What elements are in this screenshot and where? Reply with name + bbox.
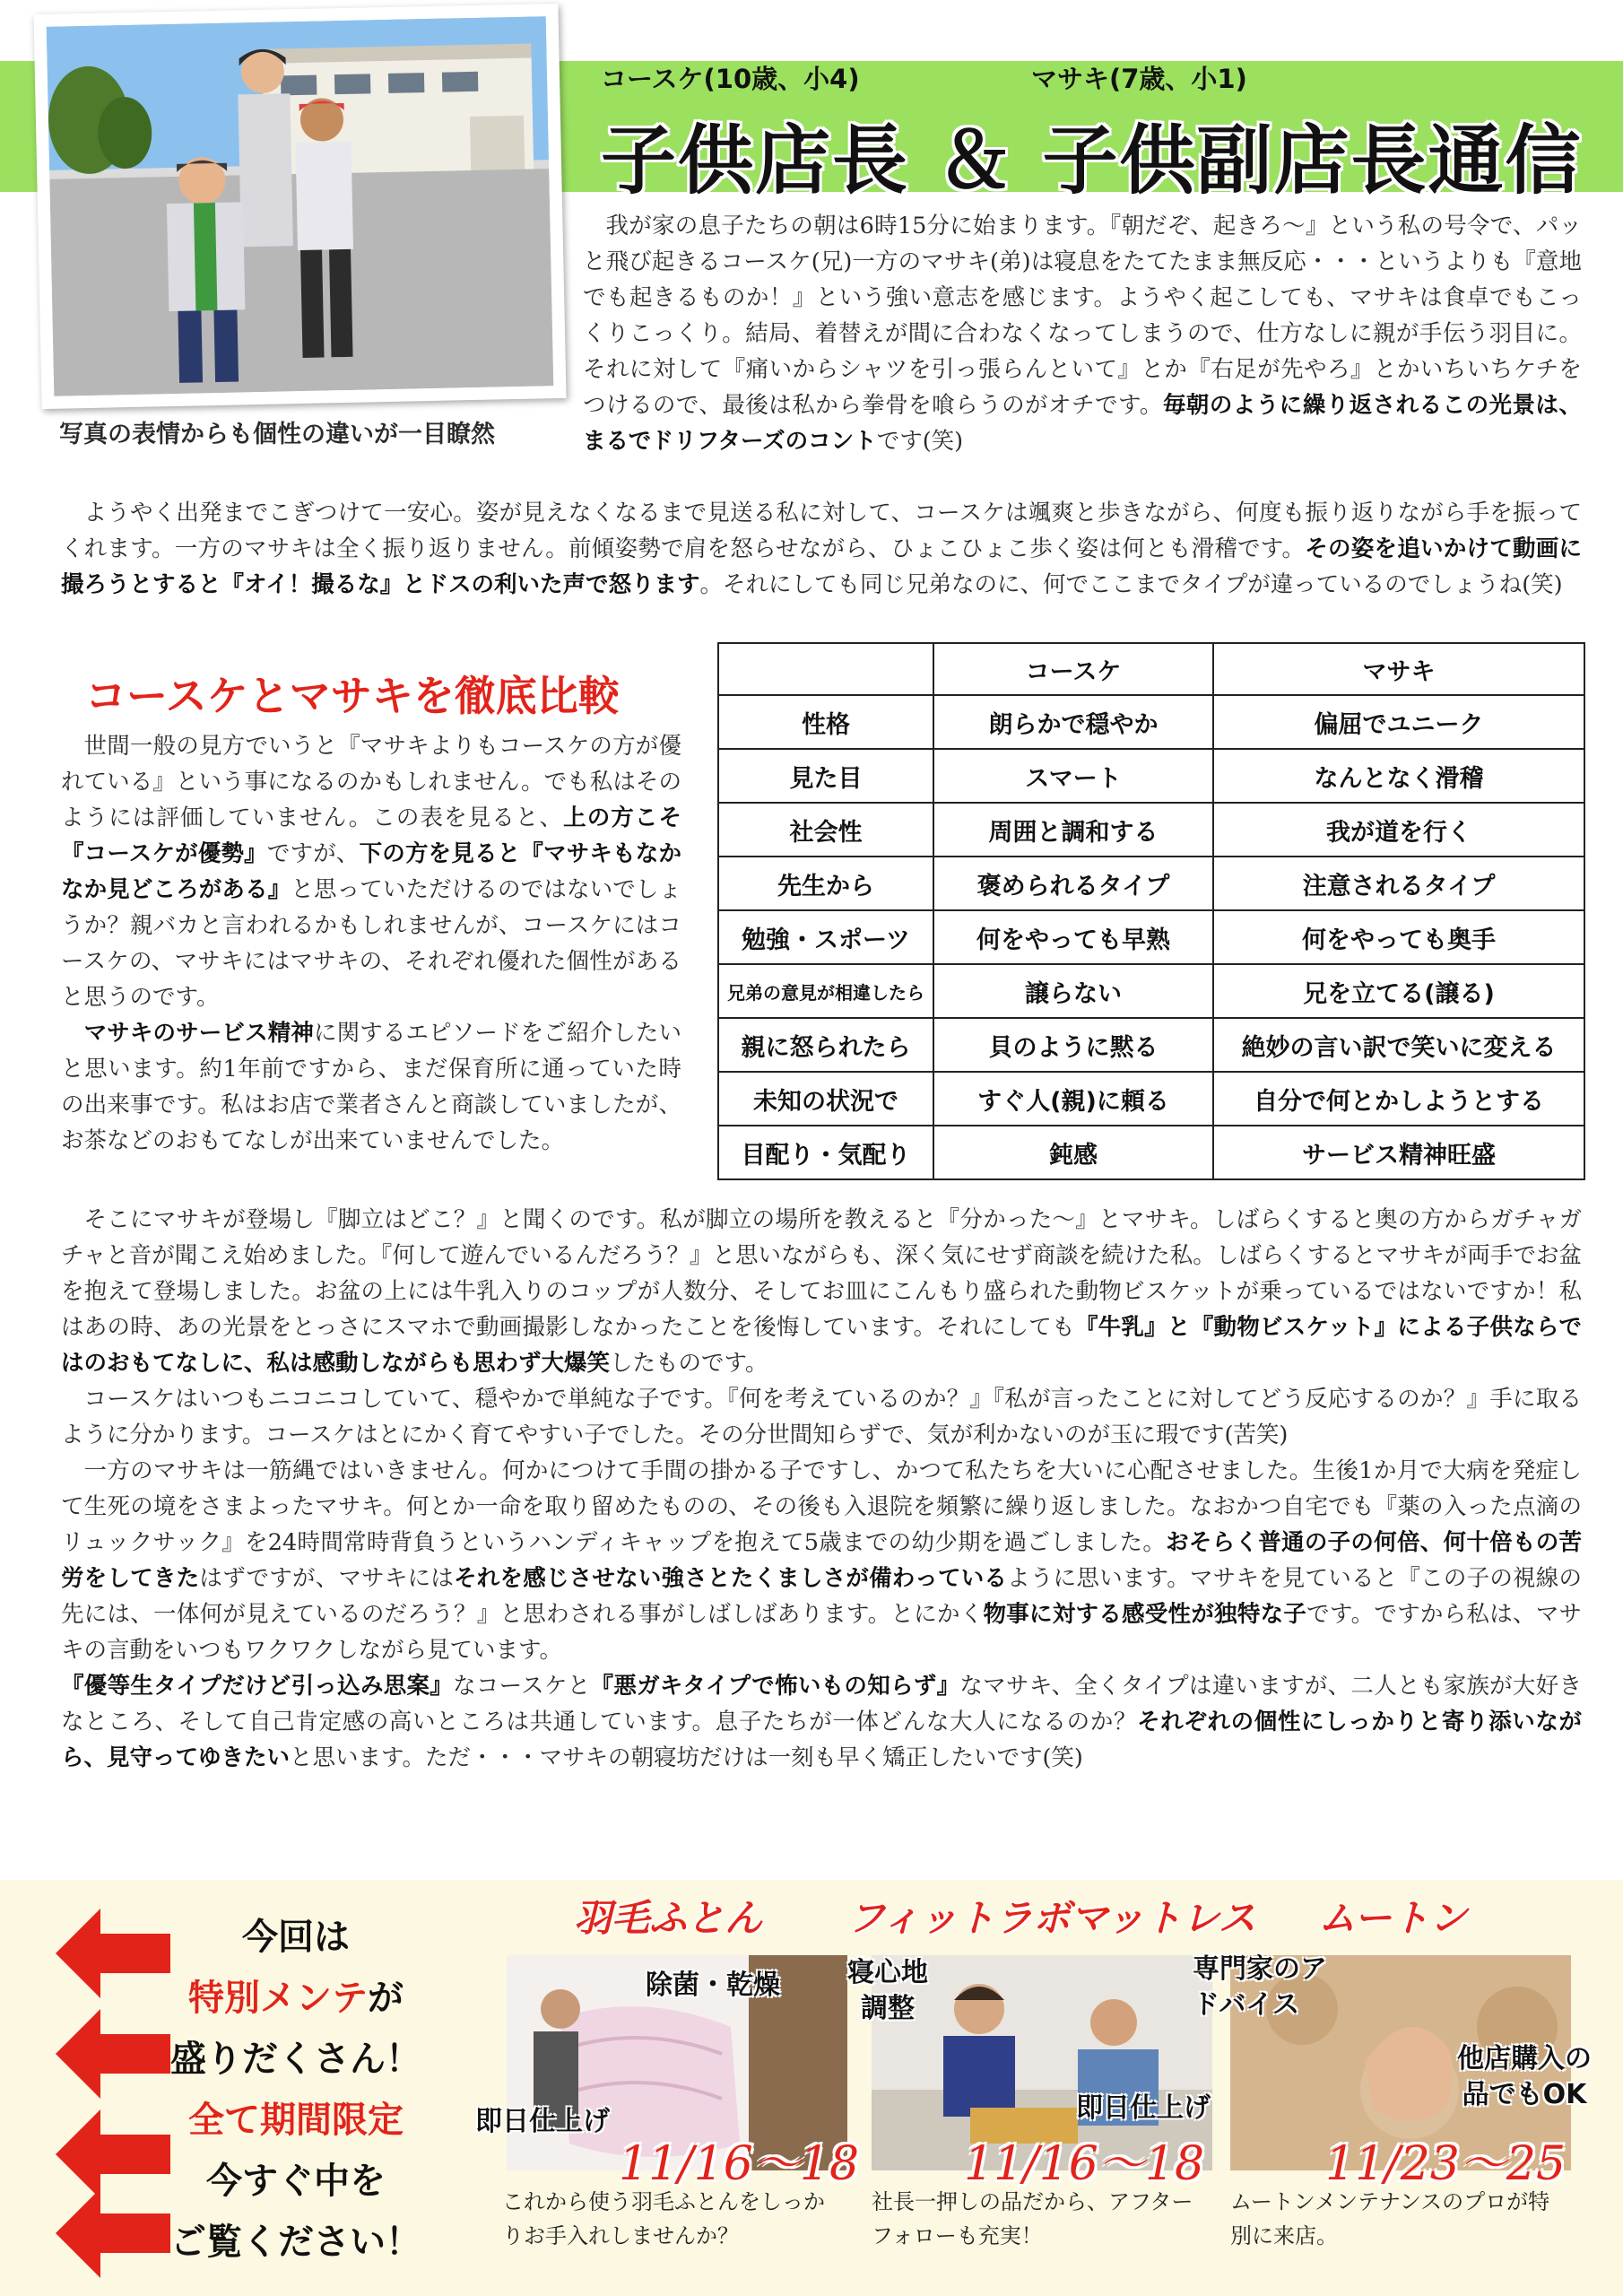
desc-mouton: ムートンメンテナンスのプロが特別に来店。 xyxy=(1230,2189,1550,2248)
row-label: 社会性 xyxy=(718,803,933,857)
masaki-cell: 何をやっても奥手 xyxy=(1213,910,1584,964)
masaki-cell: 絶妙の言い訳で笑いに変える xyxy=(1213,1018,1584,1072)
masaki-cell: 自分で何とかしようとする xyxy=(1213,1072,1584,1126)
text-run: なコースケと xyxy=(453,1673,591,1700)
masaki-cell: なんとなく滑稽 xyxy=(1213,749,1584,803)
text-run: ですが、 xyxy=(266,840,360,867)
story-section xyxy=(61,1202,1582,1776)
kosuke-cell: 譲らない xyxy=(933,964,1213,1018)
table-row xyxy=(718,1072,1584,1126)
row-label: 先生から xyxy=(718,857,933,910)
row-label: 見た目 xyxy=(718,749,933,803)
text-run: と思います。ただ・・・マサキの朝寝坊だけは一刻も早く矯正したいです(笑) xyxy=(290,1744,1083,1771)
bold-run: 上の方こそ『コースケが優勢』 xyxy=(61,804,681,867)
text-run: したものです。 xyxy=(610,1350,768,1377)
kosuke-cell: 貝のように黙る xyxy=(933,1018,1213,1072)
promo-message xyxy=(143,1907,448,2273)
promo-line xyxy=(143,1968,448,2029)
text-run: 一方のマサキは一筋縄ではいきません。何かにつけて手間の掛かる子ですし、かつて私たちを大いに心配させました。生後1か月で大病を発症して生死の境をさまよったマサキ。何とか一命を取り留めたものの、その後も入退院を頻繁に繰り返しました。なおかつ自宅でも『薬の入った点滴のリュックサック』を24時間常時背負うというハンディキャップを抱えて5歳までの幼少期を過ごしました。 xyxy=(61,1457,1582,1556)
text-run: 。それにしても同じ兄弟なのに、何でここまでタイプが違っているのでしょうね(笑) xyxy=(699,571,1563,598)
intro-paragraph-1 xyxy=(583,208,1582,459)
product-title-mattress: フィットラボマットレス xyxy=(847,1896,1256,1940)
text-run: はずですが、マサキには xyxy=(199,1565,455,1592)
kosuke-cell: 褒められるタイプ xyxy=(933,857,1213,910)
table-header-masaki: マサキ xyxy=(1213,643,1584,695)
table-header-row xyxy=(718,643,1584,695)
story-paragraph-2: コースケはいつもニコニコしていて、穏やかで単純な子です。『何を考えているのか？』『私が言ったことに対してどう反応するのか？』手に取るように分かります。コースケはとにかく育てやすい子でした。その分世間知らずで、気が利かないのが玉に瑕です(苦笑) xyxy=(61,1386,1582,1448)
masaki-cell: サービス精神旺盛 xyxy=(1213,1126,1584,1179)
masaki-cell: 我が道を行く xyxy=(1213,803,1584,857)
kosuke-name-label: コースケ(10歳、小4) xyxy=(601,64,860,94)
photo-scene xyxy=(47,16,554,396)
table-row xyxy=(718,857,1584,910)
text-run: です(笑) xyxy=(876,428,964,455)
story-paragraph-3 xyxy=(61,1453,1582,1668)
intro-paragraph-2 xyxy=(61,495,1582,603)
table-corner-cell xyxy=(718,643,933,695)
comparison-heading: コースケとマサキを徹底比較 xyxy=(85,672,620,720)
row-label: 勉強・スポーツ xyxy=(718,910,933,964)
bold-run: おそらく普通の子の何倍、何十倍もの苦労をしてきた xyxy=(61,1529,1582,1592)
text-run: なマサキ、全くタイプは違いますが、二人とも家族が大好きなところ、そして自己肯定感の高いところは共通しています。息子たちが一体どんな大人になるのか？ xyxy=(61,1673,1582,1735)
promo-line: 今すぐ中を xyxy=(206,2161,386,2202)
masaki-cell: 偏屈でユニーク xyxy=(1213,695,1584,749)
story-paragraph-1 xyxy=(61,1202,1582,1381)
masaki-cell: 兄を立てる(譲る) xyxy=(1213,964,1584,1018)
date-mattress: 11/16～18 xyxy=(964,2137,1205,2191)
bold-run: 『悪ガキタイプで怖いもの知らず』 xyxy=(590,1673,960,1700)
text-run: 我が家の息子たちの朝は6時15分に始まります。『朝だぞ、起きろ～』という私の号令で、パッと飛び起きるコースケ(兄)一方のマサキ(弟)は寝息をたてたまま無反応・・・というよりも『意地でも起きるものか！』という強い意志を感じます。ようやく起こしても、マサキは食卓でもこっくりこっくり。結局、着替えが間に合わなくなってしまうので、仕方なしに親が手伝う羽目に。それに対して『痛いからシャツを引っ張らんといて』とか『右足が先やろ』とかいちいちケチをつけるので、最後は私から拳骨を喰らうのがオチです。 xyxy=(583,213,1582,419)
promo-text-run: が xyxy=(368,1978,404,2019)
text-run: です。ですから私は、マサキの言動をいつもワクワクしながら見ています。 xyxy=(61,1601,1582,1664)
product-title-down-futon: 羽毛ふとん xyxy=(574,1896,763,1940)
comparison-paragraph xyxy=(61,728,681,1159)
text-run: と思っていただけるのではないでしょうか？親バカと言われるかもしれませんが、コースケにはコースケの、マサキにはマサキの、それぞれ優れた個性があると思うのです。 xyxy=(61,876,681,1011)
text-run: ように思います。マサキを見ていると『この子の視線の先には、一体何が見えているのだろう？』と思わされる事がしばしばあります。とにかく xyxy=(61,1565,1582,1628)
row-label: 目配り・気配り xyxy=(718,1126,933,1179)
row-label: 未知の状況で xyxy=(718,1072,933,1126)
tag-same-day: 即日仕上げ xyxy=(475,2106,610,2137)
date-mouton: 11/23～25 xyxy=(1325,2137,1567,2191)
text-run: そこにマサキが登場し『脚立はどこ？』と聞くのです。私が脚立の場所を教えると『分かった～』とマサキ。しばらくすると奥の方からガチャガチャと音が聞こえ始めました。『何して遊んでいるんだろう？』と思いながらも、深く気にせず商談を続けた私。しばらくするとマサキが両手でお盆を抱えて登場しました。お盆の上には牛乳入りのコップが人数分、そしてお皿にこんもり盛られた動物ビスケットが乗っているではないですか！私はあの時、あの光景をとっさにスマホで動画撮影しなかったことを後悔しています。それにしても xyxy=(61,1206,1582,1341)
kosuke-cell: すぐ人(親)に頼る xyxy=(933,1072,1213,1126)
kosuke-cell: 周囲と調和する xyxy=(933,803,1213,857)
promo-line: 盛りだくさん！ xyxy=(170,2039,421,2080)
product-title-mouton: ムートン xyxy=(1318,1896,1467,1940)
comparison-table xyxy=(717,642,1585,1180)
tag-comfort-adjust: 寝心地調整 xyxy=(847,1957,928,2024)
bold-run: 物事に対する感受性が独特な子 xyxy=(983,1601,1307,1628)
bold-run: 『牛乳』と『動物ビスケット』による子供ならではのおもてなしに、私は感動しながらも思わず大爆笑 xyxy=(61,1314,1582,1377)
bold-run: 下の方を見ると『マサキもなかなか見どころがある』 xyxy=(61,840,681,903)
table-row xyxy=(718,910,1584,964)
tag-sterilize-dry: 除菌・乾燥 xyxy=(646,1970,780,2001)
tag-expert-advice: 専門家のアドバイス xyxy=(1193,1953,1327,2021)
masaki-cell: 注意されるタイプ xyxy=(1213,857,1584,910)
bold-run: 毎朝のように繰り返されるこの光景は、まるでドリフターズのコント xyxy=(583,392,1582,455)
promo-line-red: 全て期間限定 xyxy=(188,2100,404,2141)
table-row xyxy=(718,749,1584,803)
kosuke-cell: 朗らかで穏やか xyxy=(933,695,1213,749)
bold-run: それぞれの個性にしっかりと寄り添いながら、見守ってゆきたい xyxy=(61,1709,1582,1771)
text-run: 世間一般の見方でいうと『マサキよりもコースケの方が優れている』という事になるのかもしれません。でも私はそのようには評価していません。この表を見ると、 xyxy=(61,733,681,831)
desc-down-futon: これから使う羽毛ふとんをしっかりお手入れしませんか？ xyxy=(502,2189,825,2248)
kosuke-cell: 鈍感 xyxy=(933,1126,1213,1179)
photo-caption: 写真の表情からも個性の違いが一目瞭然 xyxy=(59,421,495,448)
table-header-kosuke: コースケ xyxy=(933,643,1213,695)
masaki-name-label: マサキ(7歳、小1) xyxy=(1031,64,1247,94)
row-label: 性格 xyxy=(718,695,933,749)
bold-run: 『優等生タイプだけど引っ込み思案』 xyxy=(61,1673,454,1700)
text-run: に関するエピソードをご紹介したいと思います。約1年前ですから、まだ保育所に通っていた時の出来事です。私はお店で業者さんと商談していましたが、お茶などのおもてなしが出来ていませんでした。 xyxy=(61,1020,681,1154)
text-run: ようやく出発までこぎつけて一安心。姿が見えなくなるまで見送る私に対して、コースケは颯爽と歩きながら、何度も振り返りながら手を振ってくれます。一方のマサキは全く振り返りません。前傾姿勢で肩を怒らせながら、ひょこひょこ歩く姿は何とも滑稽です。 xyxy=(61,500,1582,562)
tag-other-store-ok: 他店購入の品でもOK xyxy=(1457,2043,1592,2110)
row-label: 親に怒られたら xyxy=(718,1018,933,1072)
promo-line: ご覧ください！ xyxy=(170,2222,421,2263)
story-paragraph-4 xyxy=(61,1668,1582,1776)
bold-run: マサキのサービス精神 xyxy=(83,1020,314,1047)
table-row xyxy=(718,1018,1584,1072)
table-row xyxy=(718,695,1584,749)
bold-run: その姿を追いかけて動画に撮ろうとすると『オイ！撮るな』とドスの利いた声で怒ります xyxy=(61,535,1582,598)
promo-line: 今回は xyxy=(242,1917,350,1958)
photo-illustration xyxy=(47,16,554,396)
row-label: 兄弟の意見が相違したら xyxy=(718,964,933,1018)
table-row xyxy=(718,803,1584,857)
tag-same-day: 即日仕上げ xyxy=(1076,2092,1211,2124)
bold-run: それを感じさせない強さとたくましさが備わっている xyxy=(454,1565,1008,1592)
promo-highlight: 特別メンテ xyxy=(188,1978,368,2019)
kosuke-cell: 何をやっても早熟 xyxy=(933,910,1213,964)
desc-mattress: 社長一押しの品だから、アフターフォローも充実！ xyxy=(872,2189,1193,2248)
newsletter-title: 子供店長 ＆ 子供副店長通信 xyxy=(601,117,1583,204)
kosuke-cell: スマート xyxy=(933,749,1213,803)
table-row xyxy=(718,964,1584,1018)
table-row xyxy=(718,1126,1584,1179)
family-photo xyxy=(33,4,566,409)
date-down-futon: 11/16～18 xyxy=(619,2137,860,2191)
